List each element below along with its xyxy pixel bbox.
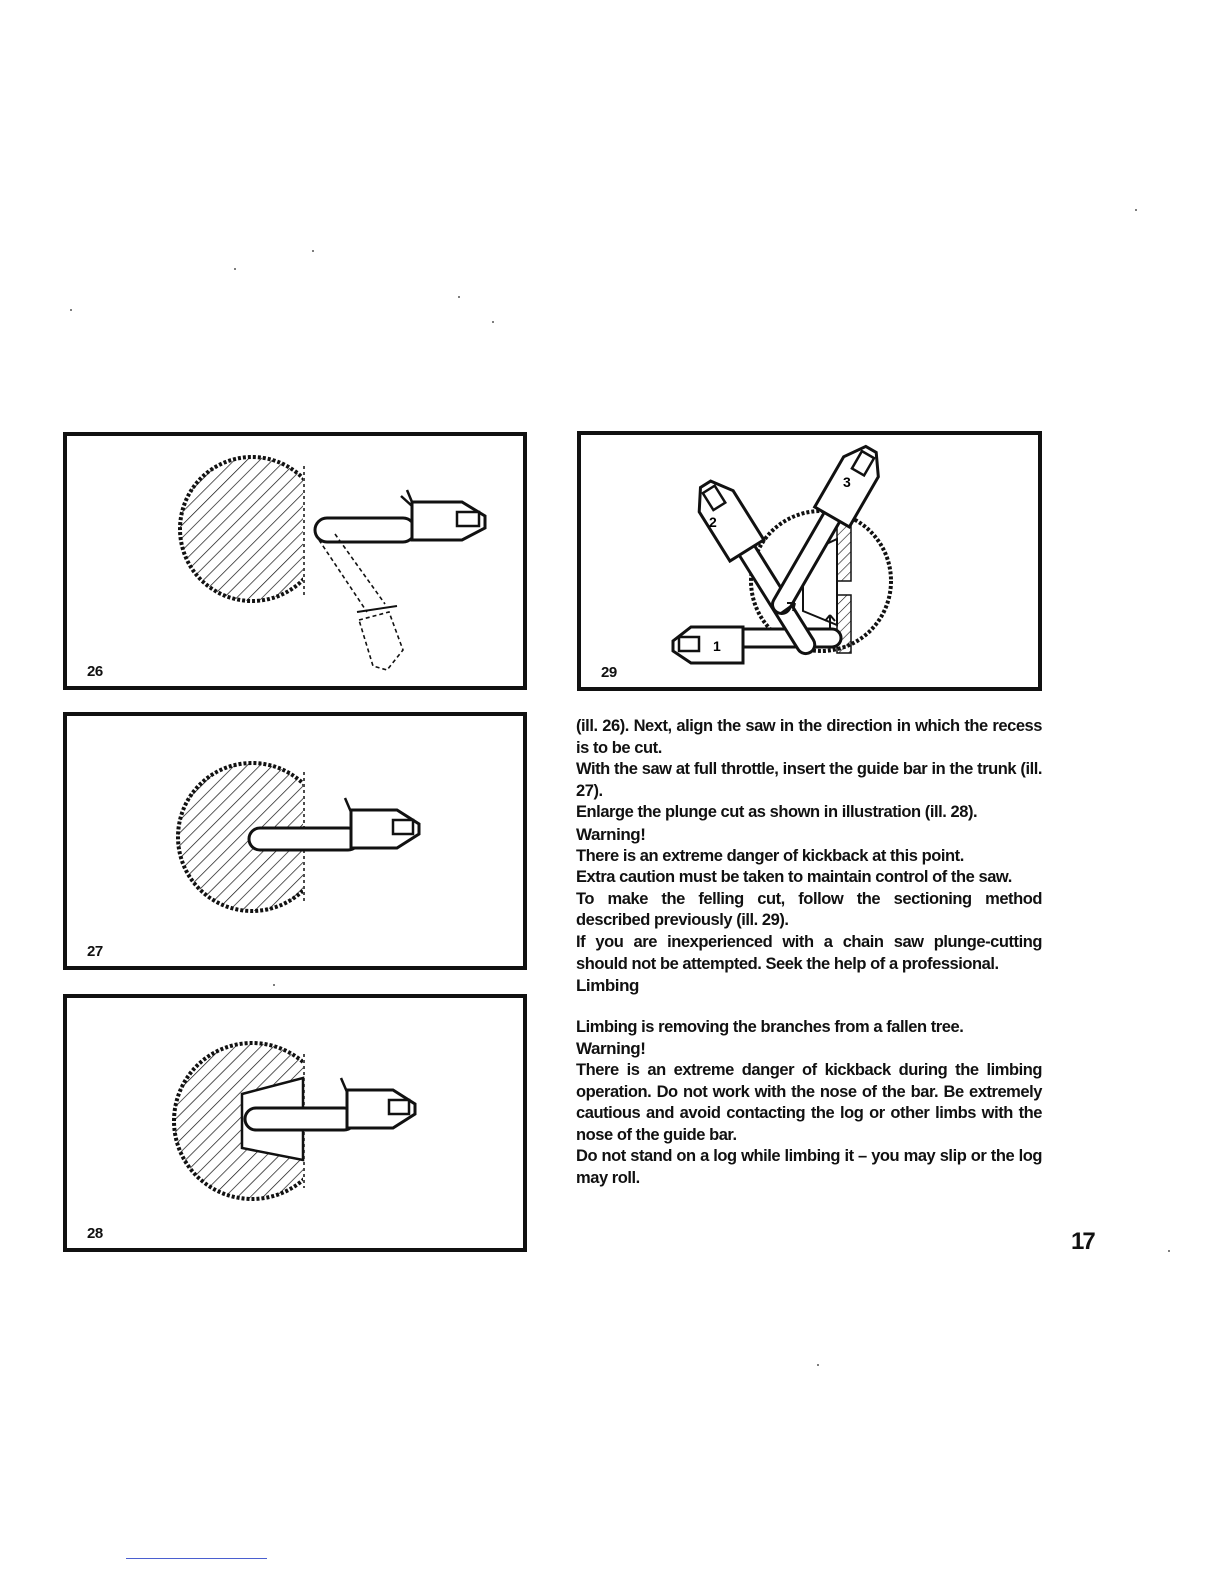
insert-bar-drawing: [67, 716, 523, 966]
body-text: [576, 716, 1042, 1189]
paragraph: (ill. 26). Next, align the saw in the direction in which the recess is to be cut.: [576, 717, 1042, 757]
illustration-28: [63, 994, 527, 1252]
scan-speck: [458, 296, 460, 298]
step-label-3: 3: [843, 474, 851, 490]
scan-speck: [817, 1364, 819, 1366]
scan-speck: [312, 250, 314, 252]
scan-speck: [1168, 1250, 1170, 1252]
underline-mark: [126, 1558, 267, 1559]
paragraph: Extra caution must be taken to maintain control of the saw.: [576, 868, 1012, 887]
scan-speck: [234, 268, 236, 270]
warning-heading: Warning!: [576, 1039, 646, 1059]
section-heading-limbing: Limbing: [576, 976, 639, 996]
paragraph: If you are inexperienced with a chain saw plunge-cutting should not be attempted. Seek the help of a professional.: [576, 932, 1042, 973]
paragraph: Limbing is removing the branches from a fallen tree.: [576, 1017, 964, 1036]
paragraph: With the saw at full throttle, insert the guide bar in the trunk (ill. 27).: [576, 760, 1042, 800]
figure-number: 26: [87, 663, 103, 680]
illustration-26: [63, 432, 527, 690]
step-label-2: 2: [709, 514, 717, 530]
scan-speck: [1135, 209, 1137, 211]
paragraph: There is an extreme danger of kickback at this point.: [576, 846, 964, 865]
page-number: 17: [1071, 1228, 1094, 1255]
scan-speck: [273, 984, 275, 986]
paragraph: Enlarge the plunge cut as shown in illustration (ill. 28).: [576, 803, 978, 822]
figure-number: 28: [87, 1225, 103, 1242]
illustration-27: [63, 712, 527, 970]
paragraph: There is an extreme danger of kickback during the limbing operation. Do not work with the nose of the bar. Be extremely cautious and avoid contacting the log or other limbs with the nose of the guide bar.: [576, 1060, 1042, 1144]
enlarge-plunge-cut-drawing: [67, 998, 523, 1248]
step-label-1: 1: [713, 638, 721, 654]
plunge-cut-angle-drawing: [67, 436, 523, 686]
illustration-29: [577, 431, 1042, 691]
warning-heading: Warning!: [576, 824, 646, 844]
paragraph: To make the felling cut, follow the sectioning method described previously (ill. 29).: [576, 889, 1042, 930]
scan-speck: [70, 309, 72, 311]
sectioning-felling-cut-drawing: [581, 435, 1038, 687]
figure-number: 27: [87, 943, 103, 960]
figure-number: 29: [601, 664, 617, 681]
paragraph: Do not stand on a log while limbing it – you may slip or the log may roll.: [576, 1147, 1042, 1187]
scan-speck: [492, 321, 494, 323]
